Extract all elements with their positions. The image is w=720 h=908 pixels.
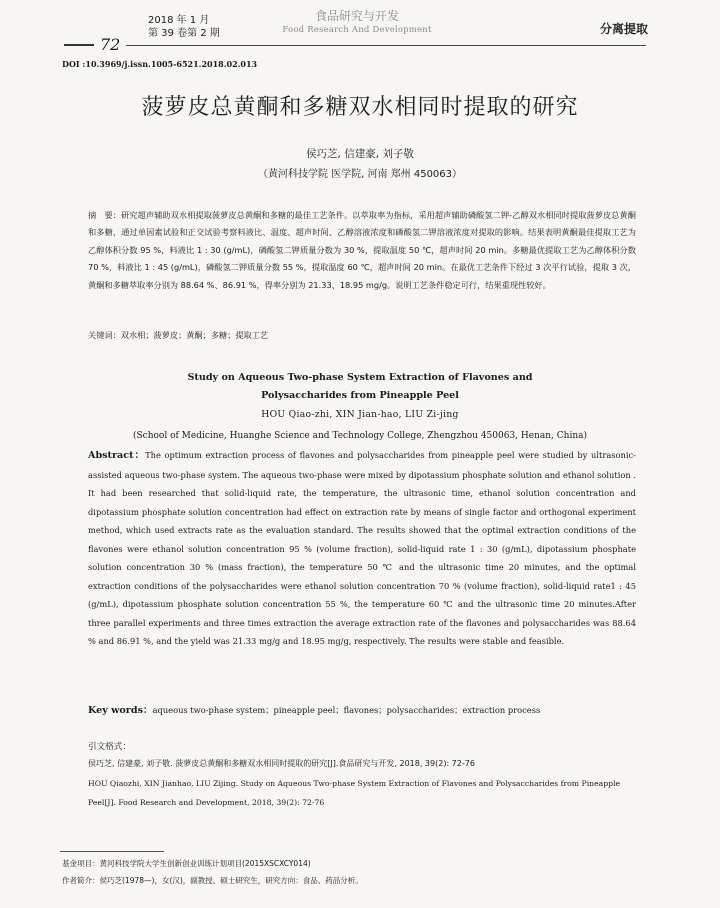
affiliation-cn: （黄河科技学院 医学院, 河南 郑州 450063） [257,169,463,180]
issue-volume: 第 39 卷第 2 期 [148,28,220,39]
issue-info [148,14,220,40]
footnote-fund: 基金项目：黄河科技学院大学生创新创业训练计划项目(2015XSCXCY014) [62,859,311,868]
keywords-cn-label: 关键词： [88,330,121,340]
section-label: 分离提取 [599,22,648,36]
abstract-en-text: The optimum extraction process of flavones and polysaccharides from pineapple peel were studied by ultrasonic-assisted aqueous two-phase system. The aqueous two-phase were mixed by dipotassium phosphate solution and ethanol solution . It had been researched that solid-liquid rate, the temperature, the ultrasonic time, ethanol solution concentration and dipotassium phosphate solution concentration had effect on extraction rate by means of single factor and orthogonal experiment method, which used extracts rate as the evaluation standard. The results showed that the optimal extraction conditions of the flavones were ethanol solution concentration 95 % (volume fraction), solid-liquid rate 1 : 30 (g/mL), dipotassium phosphate solution concentration 30 % (mass fraction), the temperature 50 ℃ and the ultrasonic time 20 minutes, and the optimal extraction conditions of the polysaccharides were ethanol solution concentration 70 % (volume fraction), solid-liquid rate1 : 45 (g/mL), dipotassium phosphate solution concentration 55 %, the temperature 60 ℃ and the ultrasonic time 20 minutes.After three parallel experiments and three times extraction the average extraction rate of the flavones and polysaccharides was 88.64 % and 86.91 %, and the yield was 21.33 mg/g and 18.95 mg/g, respectively. The results were stable and feasible. [88,450,636,646]
journal-name-cn: 食品研究与开发 [314,9,399,23]
abstract-cn [88,207,636,294]
header-rule-short [64,44,94,46]
journal-name-en: Food Research And Development [282,25,432,35]
issue-date: 2018 年 1 月 [148,15,210,26]
citation-heading: 引文格式： [88,742,131,752]
keywords-en-text: aqueous two-phase system；pineapple peel；flavones；polysaccharides；extraction process [152,705,541,715]
authors-cn: 侯巧芝, 信建豪, 刘子敬 [306,148,414,160]
keywords-cn-text: 双水相；菠萝皮；黄酮；多糖；提取工艺 [120,330,269,340]
doi: DOI :10.3969/j.issn.1005-6521.2018.02.013 [62,59,258,69]
keywords-en-label: Key words： [88,705,153,716]
footnote-rule [60,851,164,852]
keywords-en [88,702,636,716]
article-title-en [0,369,720,405]
footnote-author-bio: 作者简介：侯巧芝(1978—)，女(汉)，副教授，硕士研究生，研究方向：食品、药品分析。 [62,876,363,885]
abstract-cn-text: 研究超声辅助双水相提取菠萝皮总黄酮和多糖的最佳工艺条件。以萃取率为指标，采用超声辅助磷酸氢二钾-乙醇双水相同时提取菠萝皮总黄酮和多糖，通过单因素试验和正交试验考察料液比、温度、超声时间、乙醇溶液浓度和磷酸氢二钾溶液浓度对提取的影响。结果表明黄酮最佳提取工艺为乙醇体积分数 95 %，料液比 1 : 30 (g/mL)，磷酸氢二钾质量分数为 30 %，提取温度 50 ℃，超声时间 20 min。多糖最优提取工艺为乙醇体积分数 70 %，料液比 1 : 45 (g/mL)，磷酸氢二钾质量分数 55 %，提取温度 60 ℃，超声时间 20 min。在最优工艺条件下经过 3 次平行试验，提取 3 次，黄酮和多糖萃取率分别为 88.64 %、86.91 %，得率分别为 21.33、18.95 mg/g。说明工艺条件稳定可行，结果重现性较好。 [88,210,636,290]
article-title-en-line2: Polysaccharides from Pineapple Peel [261,390,459,401]
page-number: 72 [100,35,121,54]
abstract-en [88,446,636,651]
citation-cn: 侯巧芝, 信建豪, 刘子敬. 菠萝皮总黄酮和多糖双水相同时提取的研究[J].食品研究与开发, 2018, 39(2): 72-76 [88,759,475,768]
article-title-en-line1: Study on Aqueous Two-phase System Extraction of Flavones and [187,372,533,383]
affiliation-en: (School of Medicine, Huanghe Science and Technology College, Zhengzhou 450063, Henan, China) [132,431,587,441]
citation-en: HOU Qiaozhi, XIN Jianhao, LIU Zijing. Study on Aqueous Two-phase System Extraction of Flavones and Polysaccharides from Pineapple Peel[J]. Food Research and Development, 2018, 39(2): 72-76 [88,779,621,807]
authors-en: HOU Qiao-zhi, XIN Jian-hao, LIU Zi-jing [261,409,459,420]
keywords-cn [88,330,636,341]
header-rule [126,45,646,46]
abstract-en-label: Abstract： [88,450,146,461]
abstract-cn-label: 摘 要： [88,210,122,220]
article-title-cn: 菠萝皮总黄酮和多糖双水相同时提取的研究 [141,95,579,120]
journal-name [262,9,452,37]
